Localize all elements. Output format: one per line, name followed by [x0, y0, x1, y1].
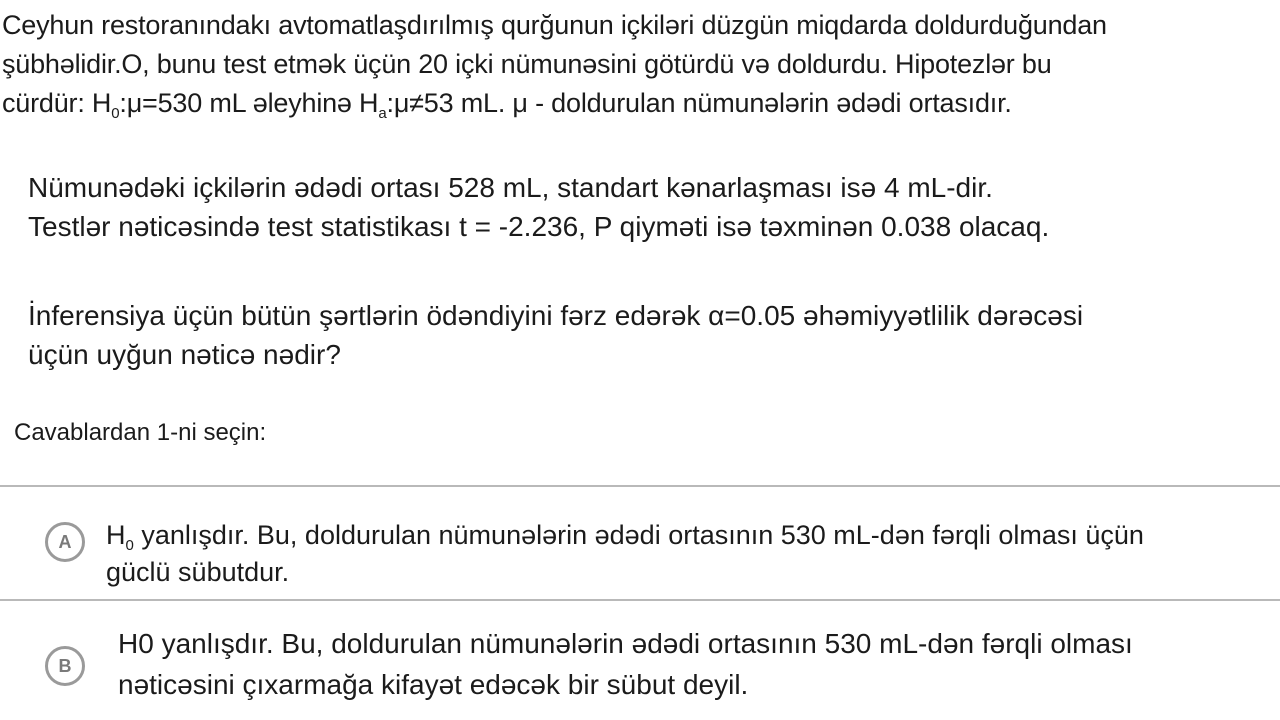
option-b-radio[interactable]: B [45, 646, 85, 686]
option-a-radio[interactable]: A [45, 522, 85, 562]
option-a-line-2: güclü sübutdur. [106, 557, 290, 587]
option-a-line-1-text: yanlışdır. Bu, doldurulan nümunələrin ədədi ortasının 530 mL-dən fərqli olması üçün [133, 520, 1144, 550]
hypothesis-text-end: :μ≠53 mL. μ - doldurulan nümunələrin ədədi ortasıdır. [386, 88, 1012, 118]
problem-statement [2, 6, 1274, 123]
question-line-2: üçün uyğun nəticə nədir? [28, 339, 341, 370]
problem-line-2: şübhəlidir.O, bunu test etmək üçün 20 içki nümunəsini götürdü və doldurdu. Hipotezlər bu [2, 49, 1052, 79]
option-b-text [118, 623, 1268, 705]
alt-hypothesis-subscript: a [378, 105, 387, 122]
problem-line-3 [2, 84, 1274, 123]
question-text [28, 296, 1268, 374]
results-line-2: Testlər nəticəsində test statistikası t = -2.236, P qiyməti isə təxminən 0.038 olacaq. [28, 211, 1050, 242]
answer-instruction: Cavablardan 1-ni seçin: [14, 419, 267, 446]
answer-option-a[interactable] [0, 500, 1280, 596]
divider [0, 485, 1280, 487]
option-a-prefix: H [106, 520, 126, 550]
option-a-subscript: 0 [125, 537, 134, 554]
option-a-line-1 [106, 517, 1266, 554]
divider [0, 599, 1280, 601]
sample-results [28, 168, 1268, 246]
option-a-text [106, 517, 1266, 591]
question-line-1: İnferensiya üçün bütün şərtlərin ödəndiyini fərz edərək α=0.05 əhəmiyyətlilik dərəcəsi [28, 300, 1084, 331]
option-b-line-1: H0 yanlışdır. Bu, doldurulan nümunələrin ədədi ortasının 530 mL-dən fərqli olması [118, 628, 1133, 659]
problem-line-1: Ceyhun restoranındakı avtomatlaşdırılmış qurğunun içkiləri düzgün miqdarda doldurduğundan [2, 10, 1107, 40]
option-b-line-2: nəticəsini çıxarmağa kifayət edəcək bir sübut deyil. [118, 669, 749, 700]
null-hypothesis-subscript: 0 [111, 105, 120, 122]
hypothesis-text-mid: :μ=530 mL əleyhinə H [119, 88, 379, 118]
results-line-1: Nümunədəki içkilərin ədədi ortası 528 mL, standart kənarlaşması isə 4 mL-dir. [28, 172, 993, 203]
answer-option-b[interactable] [0, 612, 1280, 716]
hypothesis-text-start: cürdür: H [2, 88, 112, 118]
